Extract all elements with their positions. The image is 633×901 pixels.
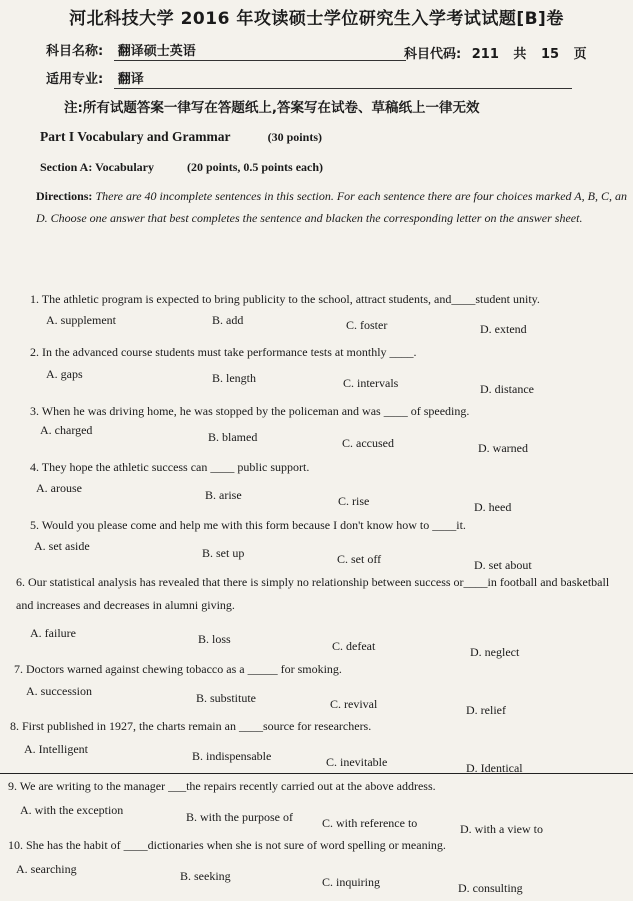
option-a: A. charged [40, 423, 93, 437]
section-heading [40, 160, 323, 175]
total-label: 共 [513, 47, 527, 62]
option-d: D. relief [466, 703, 506, 717]
option-d: D. extend [480, 322, 527, 336]
option-a: A. set aside [34, 539, 90, 553]
option-a: A. failure [30, 626, 76, 640]
question-stem: 6. Our statistical analysis has revealed that there is simply no relationship between success or____in football and basketball and increases and decreases in alumni giving. [16, 575, 610, 612]
option-b: B. add [212, 313, 244, 327]
major-label: 适用专业: [46, 72, 104, 87]
option-b: B. substitute [196, 691, 257, 705]
option-a: A. with the exception [20, 803, 124, 817]
subject-underline [114, 60, 406, 61]
section-title: Section A: Vocabulary [40, 160, 155, 174]
option-b: B. arise [205, 488, 242, 502]
part-heading [40, 129, 322, 145]
option-c: C. set off [337, 552, 382, 566]
question-stem: 1. The athletic program is expected to bring publicity to the school, attract students, and____student unity. [30, 292, 540, 306]
option-a: A. arouse [36, 481, 82, 495]
option-a: A. succession [26, 684, 92, 698]
option-c: C. rise [338, 494, 370, 508]
subject-row [46, 40, 196, 59]
option-b: B. with the purpose of [186, 810, 293, 824]
option-c: C. inevitable [326, 755, 388, 769]
directions [36, 185, 628, 229]
question-stem: 5. Would you please come and help me with this form because I don't know how to ____it. [30, 518, 466, 532]
option-b: B. blamed [208, 430, 258, 444]
option-d: D. distance [480, 382, 534, 396]
option-b: B. loss [198, 632, 231, 646]
section-points: (20 points, 0.5 points each) [187, 160, 324, 174]
page-unit: 页 [573, 47, 587, 62]
option-b: B. indispensable [192, 749, 272, 763]
option-d: D. with a view to [460, 822, 543, 836]
option-d: D. warned [478, 441, 528, 455]
option-d: D. set about [474, 558, 532, 572]
question-stem: 7. Doctors warned against chewing tobacco as a _____ for smoking. [14, 662, 342, 676]
option-b: B. set up [202, 546, 245, 560]
option-a: A. Intelligent [24, 742, 88, 756]
option-b: B. length [212, 371, 256, 385]
code-label: 科目代码: [404, 47, 462, 62]
major-value: 翻译 [117, 72, 144, 87]
page-fold-line [0, 773, 633, 774]
major-row [46, 68, 144, 87]
exam-title: 河北科技大学 2016 年攻读硕士学位研究生入学考试试题[B]卷 [69, 9, 564, 29]
question-stem: 4. They hope the athletic success can ____ public support. [30, 460, 310, 474]
option-b: B. seeking [180, 869, 231, 883]
option-d: D. consulting [458, 881, 523, 895]
answer-note: 注:所有试题答案一律写在答题纸上,答案写在试卷、草稿纸上一律无效 [64, 100, 480, 116]
directions-text: There are 40 incomplete sentences in this section. For each sentence there are four choices marked A, B, C, an D. Choose one answer that best completes the sentence and blacken the corresponding letter on the answer sheet. [36, 189, 627, 225]
code-value: 211 [471, 47, 499, 62]
part-points: (30 points) [267, 130, 322, 144]
option-d: D. neglect [470, 645, 520, 659]
option-c: C. intervals [343, 376, 399, 390]
major-underline [114, 88, 572, 89]
subject-label: 科目名称: [46, 44, 104, 59]
total-pages-value: 15 [540, 47, 560, 62]
option-c: C. revival [330, 697, 378, 711]
option-c: C. foster [346, 318, 388, 332]
option-c: C. accused [342, 436, 394, 450]
option-c: C. with reference to [322, 816, 418, 830]
option-c: C. defeat [332, 639, 376, 653]
question-stem: 10. She has the habit of ____dictionaries when she is not sure of word spelling or meaning. [8, 838, 446, 852]
option-d: D. Identical [466, 761, 523, 775]
question-stem: 3. When he was driving home, he was stopped by the policeman and was ____ of speeding. [30, 404, 470, 418]
option-a: A. gaps [46, 367, 83, 381]
question-stem: 8. First published in 1927, the charts remain an ____source for researchers. [10, 719, 372, 733]
option-a: A. supplement [46, 313, 116, 327]
question-stem: 2. In the advanced course students must take performance tests at monthly ____. [30, 345, 417, 359]
question-stem: 9. We are writing to the manager ___the repairs recently carried out at the above address. [8, 779, 436, 793]
part-title: Part I Vocabulary and Grammar [40, 129, 231, 144]
directions-label: Directions: [36, 189, 93, 203]
option-c: C. inquiring [322, 875, 381, 889]
subject-value: 翻译硕士英语 [117, 44, 196, 59]
code-row [404, 43, 587, 62]
option-d: D. heed [474, 500, 512, 514]
option-a: A. searching [16, 862, 77, 876]
